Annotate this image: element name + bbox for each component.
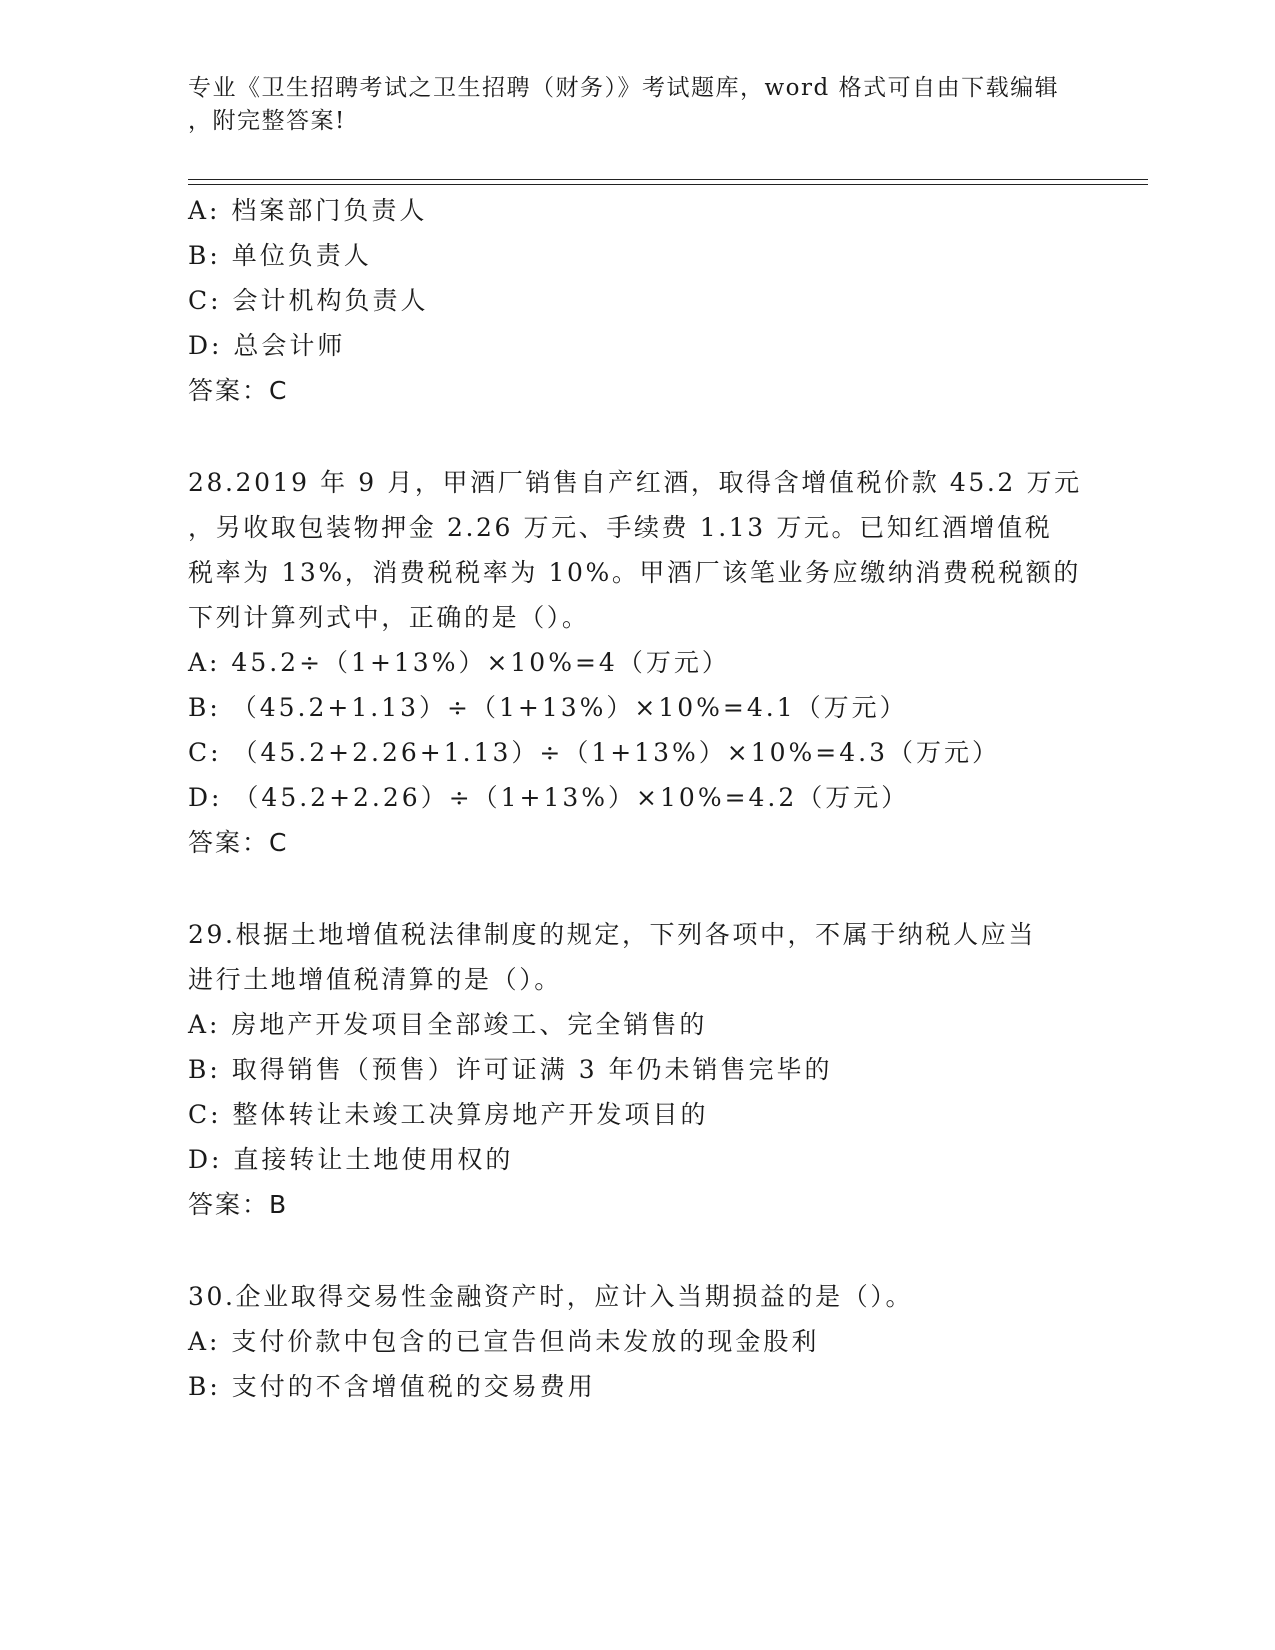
stem-line: 下列计算列式中，正确的是（）。 <box>188 603 590 632</box>
question-spacer <box>188 865 1088 912</box>
stem-line: 29.根据土地增值税法律制度的规定，下列各项中，不属于纳税人应当 <box>188 920 1036 949</box>
option-a: A: 45.2÷（1+13%）×10%=4（万元） <box>188 648 730 677</box>
question-29-answer: 答案：B <box>188 1190 289 1219</box>
header-line-1: 专业《卫生招聘考试之卫生招聘（财务）》考试题库，word 格式可自由下载编辑 <box>188 75 1060 101</box>
option-c: C: 整体转让未竣工决算房地产开发项目的 <box>188 1100 709 1129</box>
option-a: A: 房地产开发项目全部竣工、完全销售的 <box>188 1010 708 1039</box>
option-d: D: （45.2+2.26）÷（1+13%）×10%=4.2（万元） <box>188 783 910 812</box>
header-divider-top <box>188 179 1148 180</box>
question-30 <box>188 1274 1088 1409</box>
question-30-stem <box>188 1274 1088 1319</box>
option-c: C: 会计机构负责人 <box>188 286 429 315</box>
option-a: A: 档案部门负责人 <box>188 196 428 225</box>
document-header <box>188 72 1088 138</box>
question-28-stem <box>188 460 1088 640</box>
option-b: B: （45.2+1.13）÷（1+13%）×10%=4.1（万元） <box>188 693 908 722</box>
header-divider-bottom <box>188 184 1148 185</box>
option-a: A: 支付价款中包含的已宣告但尚未发放的现金股利 <box>188 1327 820 1356</box>
question-spacer <box>188 1227 1088 1274</box>
option-c: C: （45.2+2.26+1.13）÷（1+13%）×10%=4.3（万元） <box>188 738 1000 767</box>
question-29 <box>188 912 1088 1227</box>
stem-line: 28.2019 年 9 月，甲酒厂销售自产红酒，取得含增值税价款 45.2 万元 <box>188 468 1082 497</box>
stem-line: 税率为 13%，消费税税率为 10%。甲酒厂该笔业务应缴纳消费税税额的 <box>188 558 1082 587</box>
question-30-options <box>188 1319 1088 1409</box>
option-b: B: 取得销售（预售）许可证满 3 年仍未销售完毕的 <box>188 1055 833 1084</box>
question-29-stem <box>188 912 1088 1002</box>
stem-line: ，另收取包装物押金 2.26 万元、手续费 1.13 万元。已知红酒增值税 <box>188 513 1053 542</box>
question-28-answer: 答案：C <box>188 828 289 857</box>
option-b: B: 支付的不含增值税的交易费用 <box>188 1372 596 1401</box>
stem-line: 30.企业取得交易性金融资产时，应计入当期损益的是（）。 <box>188 1282 914 1311</box>
question-27-options <box>188 188 1088 368</box>
option-d: D: 直接转让土地使用权的 <box>188 1145 514 1174</box>
question-28-options <box>188 640 1088 820</box>
stem-line: 进行土地增值税清算的是（）。 <box>188 965 562 994</box>
question-spacer <box>188 413 1088 460</box>
question-27-answer: 答案：C <box>188 376 289 405</box>
option-b: B: 单位负责人 <box>188 241 372 270</box>
question-29-options <box>188 1002 1088 1182</box>
option-d: D: 总会计师 <box>188 331 346 360</box>
question-list <box>188 188 1088 1409</box>
question-28 <box>188 460 1088 865</box>
header-line-2: ，附完整答案! <box>188 108 346 134</box>
question-27 <box>188 188 1088 413</box>
